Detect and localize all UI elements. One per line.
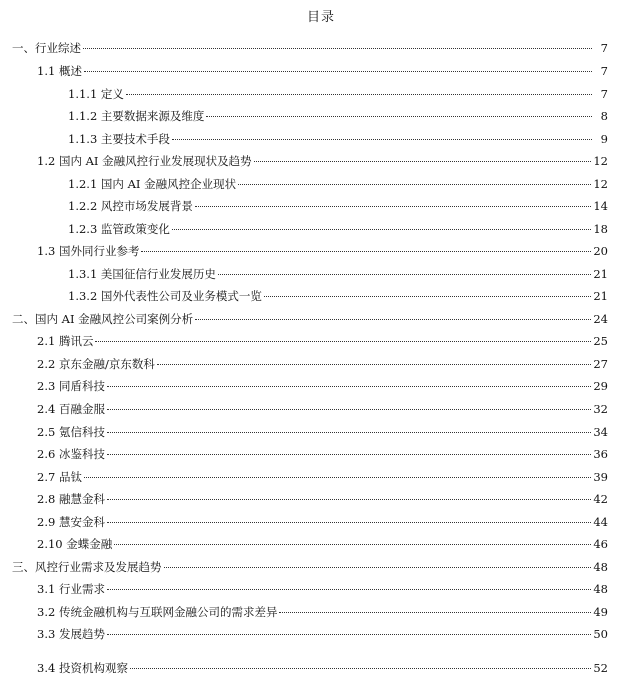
toc-entry[interactable] [12,311,608,327]
toc-entry-label: 2.7 品钛 [37,470,82,484]
toc-entry[interactable] [37,333,608,349]
toc-entry-page: 21 [593,289,608,303]
toc-leader-dots [141,251,591,252]
toc-leader-dots [254,161,592,162]
toc-entry[interactable] [37,63,608,79]
toc-leader-dots [83,48,592,49]
toc-entry-page: 18 [593,222,608,236]
toc-leader-dots [130,668,591,669]
toc-leader-dots [206,116,592,117]
toc-entry-label: 3.3 发展趋势 [37,627,105,641]
toc-leader-dots [95,341,591,342]
toc-entry-label: 2.3 同盾科技 [37,379,105,393]
toc-entry[interactable] [37,243,608,259]
toc-entry-label: 1.2.1 国内 AI 金融风控企业现状 [68,177,237,191]
toc-leader-dots [107,589,591,590]
toc-entry-page: 7 [600,87,608,101]
toc-leader-dots [172,139,592,140]
toc-entry[interactable] [68,288,608,304]
toc-entry[interactable] [37,604,608,620]
toc-entry[interactable] [68,86,608,102]
toc-entry-label: 3.2 传统金融机构与互联网金融公司的需求差异 [37,605,278,619]
toc-entry-label: 2.5 氪信科技 [37,425,105,439]
toc-entry-label: 2.9 慧安金科 [37,515,105,529]
toc-leader-dots [126,94,592,95]
toc-entry-page: 48 [593,560,608,574]
toc-entry-page: 12 [593,177,608,191]
toc-entry[interactable] [68,131,608,147]
toc-entry-label: 2.8 融慧金科 [37,492,105,506]
toc-entry[interactable] [37,446,608,462]
toc-entry-label: 1.2.3 监管政策变化 [68,222,170,236]
toc-entry-page: 49 [593,605,608,619]
toc-entry-label: 3.4 投资机构观察 [37,661,128,675]
toc-entry-label: 3.1 行业需求 [37,582,105,596]
toc-leader-dots [107,432,591,433]
toc-entry-page: 52 [593,661,608,675]
toc-entry-label: 1.2 国内 AI 金融风控行业发展现状及趋势 [37,154,252,168]
toc-title: 目录 [306,10,335,25]
toc-entry-page: 9 [600,132,608,146]
toc-entry[interactable] [37,356,608,372]
toc-leader-dots [164,567,592,568]
toc-entry-page: 50 [593,627,608,641]
toc-entry-page: 12 [593,154,608,168]
toc-leader-dots [157,364,592,365]
toc-entry[interactable] [68,221,608,237]
toc-leader-dots [195,206,591,207]
toc-entry[interactable] [37,378,608,394]
toc-entry-page: 29 [593,379,608,393]
toc-entry-page: 44 [593,515,608,529]
toc-entry-label: 二、国内 AI 金融风控公司案例分析 [12,312,194,326]
toc-entry-page: 14 [593,199,608,213]
toc-entry-label: 1.1.1 定义 [68,87,124,101]
toc-entry-label: 2.4 百融金服 [37,402,105,416]
toc-leader-dots [84,477,591,478]
toc-entry-page: 24 [593,312,608,326]
toc-leader-dots [172,229,591,230]
toc-entry-page: 42 [593,492,608,506]
toc-entry[interactable] [37,660,608,676]
toc-entry[interactable] [37,469,608,485]
toc-entry-page: 34 [593,425,608,439]
toc-entry-label: 1.2.2 风控市场发展背景 [68,199,193,213]
toc-leader-dots [279,612,591,613]
toc-entry-label: 1.1.3 主要技术手段 [68,132,170,146]
toc-leader-dots [107,386,591,387]
toc-entry-label: 2.10 金蝶金融 [37,537,113,551]
toc-entry[interactable] [37,536,608,552]
toc-leader-dots [218,274,591,275]
toc-entry[interactable] [68,198,608,214]
toc-entry[interactable] [68,176,608,192]
toc-leader-dots [107,409,591,410]
toc-entry-label: 1.1 概述 [37,64,82,78]
toc-entry-label: 1.3 国外同行业参考 [37,244,140,258]
toc-entry-page: 27 [593,357,608,371]
toc-entry-page: 48 [593,582,608,596]
toc-entry-label: 一、行业综述 [12,41,81,55]
toc-leader-dots [238,184,591,185]
toc-leader-dots [107,522,591,523]
toc-entry[interactable] [12,559,608,575]
toc-entry[interactable] [68,266,608,282]
toc-leader-dots [107,499,591,500]
toc-entry[interactable] [37,626,608,642]
toc-entry-page: 36 [593,447,608,461]
toc-entry-label: 2.6 冰鉴科技 [37,447,105,461]
toc-entry-label: 三、风控行业需求及发展趋势 [12,560,162,574]
toc-entry-page: 25 [593,334,608,348]
toc-entry[interactable] [37,514,608,530]
toc-entry-page: 20 [593,244,608,258]
toc-entry-label: 1.1.2 主要数据来源及维度 [68,109,205,123]
toc-entry-page: 39 [593,470,608,484]
toc-entry[interactable] [37,581,608,597]
toc-entry-page: 7 [600,64,608,78]
toc-leader-dots [264,296,591,297]
toc-entry-label: 1.3.2 国外代表性公司及业务模式一览 [68,289,262,303]
toc-entry-label: 2.2 京东金融/京东数科 [37,357,155,371]
toc-entry-page: 7 [600,41,608,55]
toc-entry-page: 21 [593,267,608,281]
toc-leader-dots [107,454,591,455]
toc-entry-page: 8 [600,109,608,123]
toc-entry[interactable] [37,153,608,169]
toc-entry-label: 2.1 腾讯云 [37,334,94,348]
toc-entry[interactable] [68,108,608,124]
toc-entry-page: 46 [593,537,608,551]
toc-entry[interactable] [12,40,608,56]
toc-leader-dots [84,71,592,72]
toc-leader-dots [114,544,591,545]
toc-entry-page: 32 [593,402,608,416]
toc-entry[interactable] [37,401,608,417]
toc-entry-label: 1.3.1 美国征信行业发展历史 [68,267,216,281]
toc-entry[interactable] [37,424,608,440]
toc-leader-dots [107,634,591,635]
toc-leader-dots [195,319,591,320]
toc-entry[interactable] [37,491,608,507]
